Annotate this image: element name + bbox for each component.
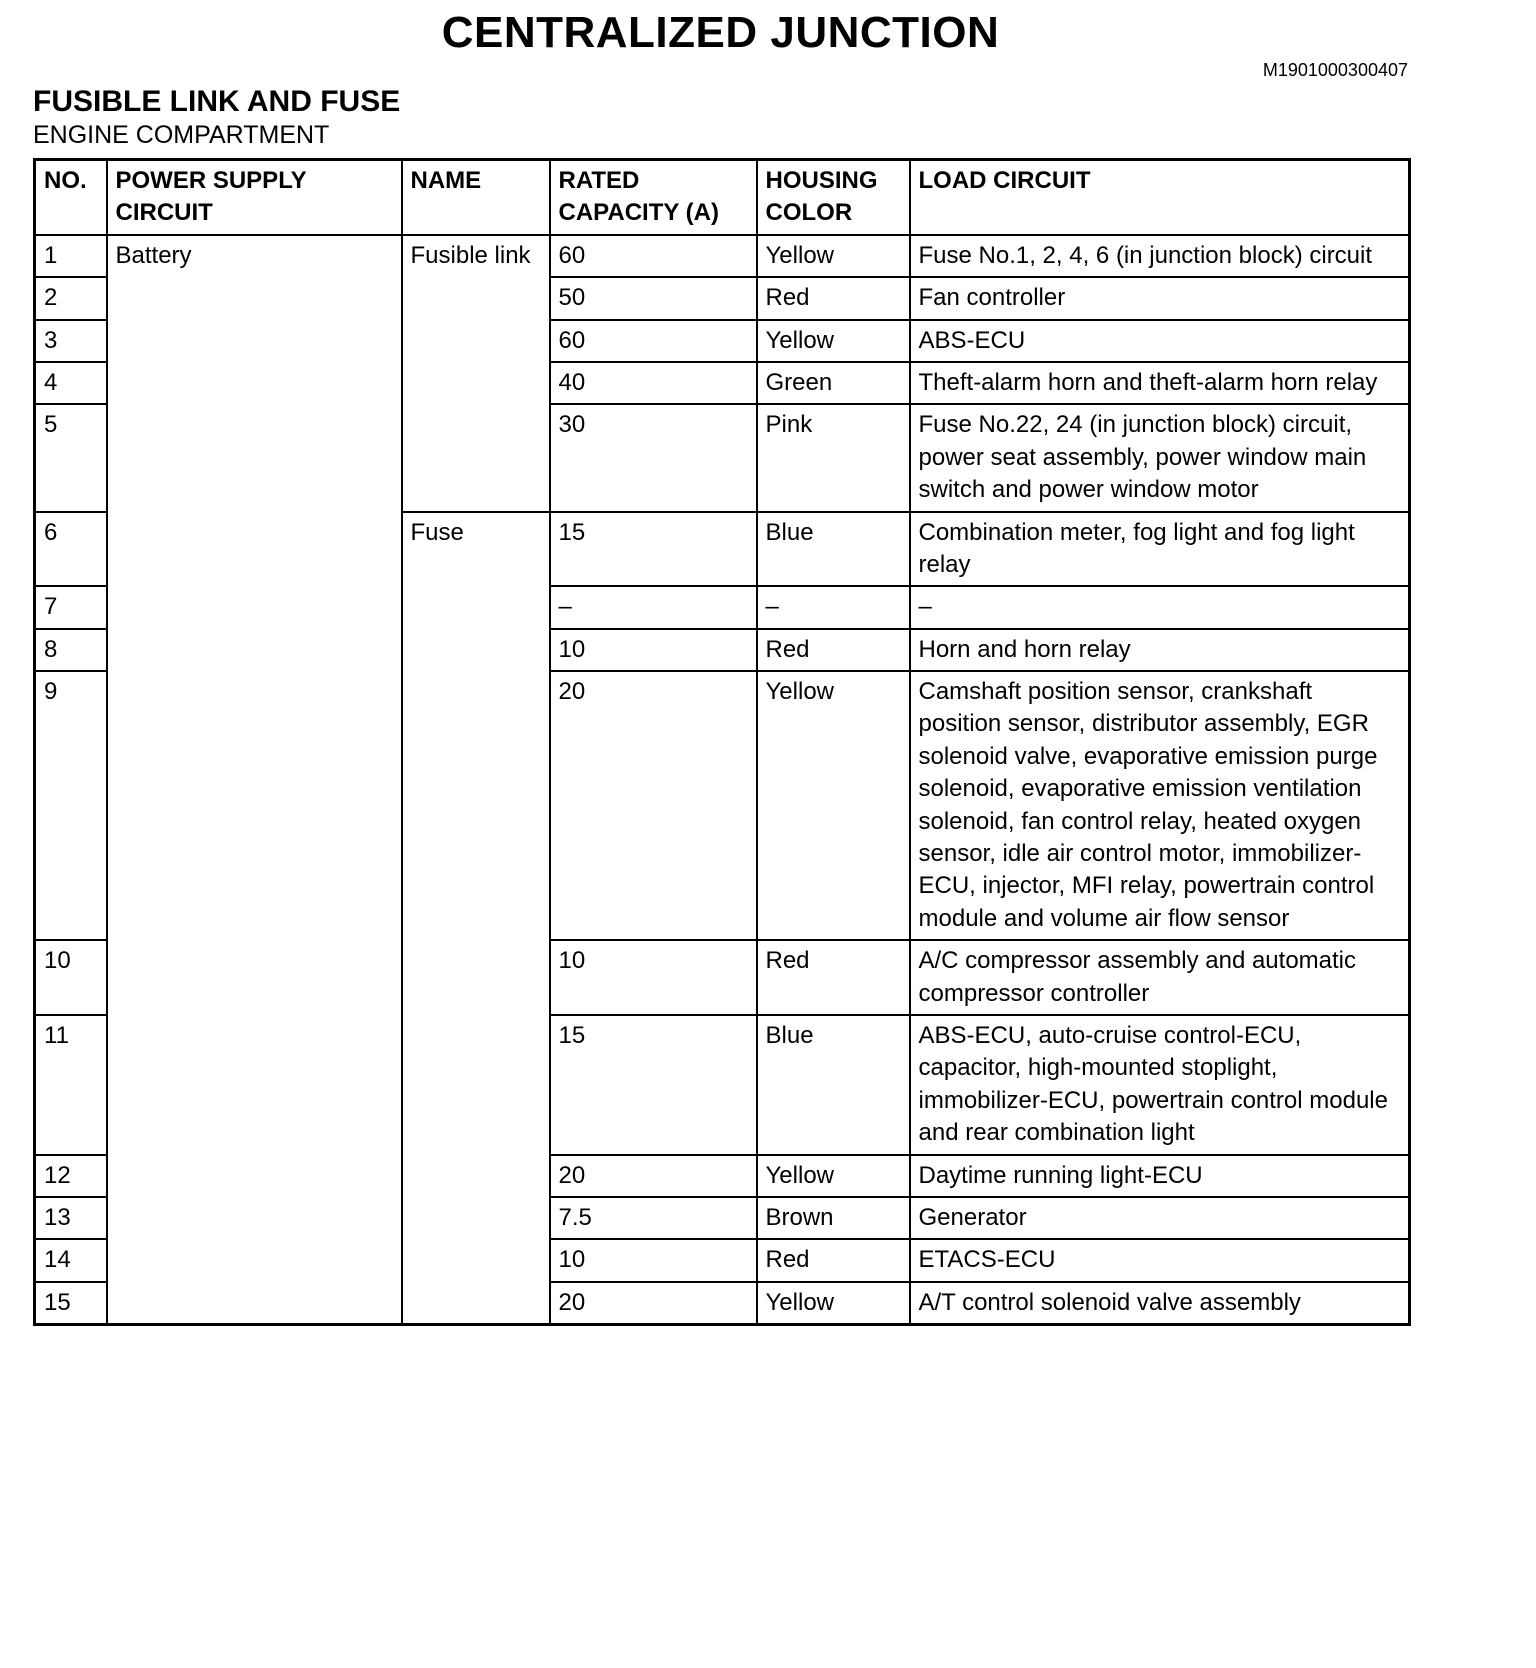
table-header-row [35, 160, 1410, 235]
cell-load-circuit: – [910, 586, 1410, 628]
cell-housing-color: Red [757, 629, 910, 671]
cell-no: 12 [35, 1155, 107, 1197]
cell-rated-capacity: 10 [550, 1239, 757, 1281]
cell-rated-capacity: 15 [550, 512, 757, 587]
cell-load-circuit: Theft-alarm horn and theft-alarm horn relay [910, 362, 1410, 404]
cell-load-circuit: Generator [910, 1197, 1410, 1239]
cell-no: 9 [35, 671, 107, 940]
cell-load-circuit: Camshaft position sensor, crankshaft position sensor, distributor assembly, EGR solenoid valve, evaporative emission purge solenoid, evaporative emission ventilation solenoid, fan control relay, heated oxygen sensor, idle air control motor, immobilizer-ECU, injector, MFI relay, powertrain control module and volume air flow sensor [910, 671, 1410, 940]
cell-housing-color: Blue [757, 1015, 910, 1155]
section-heading: FUSIBLE LINK AND FUSE [33, 85, 401, 118]
header-power-supply: POWER SUPPLY CIRCUIT [107, 160, 402, 235]
document-number: M1901000300407 [1262, 60, 1408, 80]
cell-no: 7 [35, 586, 107, 628]
cell-load-circuit: Horn and horn relay [910, 629, 1410, 671]
cell-no: 15 [35, 1282, 107, 1325]
cell-housing-color: Yellow [757, 320, 910, 362]
cell-housing-color: – [757, 586, 910, 628]
cell-no: 3 [35, 320, 107, 362]
cell-rated-capacity: 50 [550, 277, 757, 319]
page-title: CENTRALIZED JUNCTION [441, 8, 1000, 57]
cell-rated-capacity: – [550, 586, 757, 628]
cell-load-circuit: A/C compressor assembly and automatic compressor controller [910, 940, 1410, 1015]
header-housing-color: HOUSING COLOR [757, 160, 910, 235]
cell-housing-color: Red [757, 277, 910, 319]
cell-no: 4 [35, 362, 107, 404]
cell-housing-color: Green [757, 362, 910, 404]
header-load-circuit: LOAD CIRCUIT [910, 160, 1410, 235]
cell-housing-color: Yellow [757, 671, 910, 940]
cell-rated-capacity: 15 [550, 1015, 757, 1155]
cell-load-circuit: ABS-ECU, auto-cruise control-ECU, capacitor, high-mounted stoplight, immobilizer-ECU, powertrain control module and rear combination light [910, 1015, 1410, 1155]
cell-load-circuit: A/T control solenoid valve assembly [910, 1282, 1410, 1325]
cell-name: Fusible link [402, 235, 550, 512]
table-row [35, 235, 1410, 277]
cell-no: 2 [35, 277, 107, 319]
cell-housing-color: Red [757, 940, 910, 1015]
cell-housing-color: Red [757, 1239, 910, 1281]
cell-load-circuit: Combination meter, fog light and fog light relay [910, 512, 1410, 587]
cell-no: 8 [35, 629, 107, 671]
cell-no: 13 [35, 1197, 107, 1239]
cell-load-circuit: Fan controller [910, 277, 1410, 319]
cell-load-circuit: Fuse No.22, 24 (in junction block) circuit, power seat assembly, power window main switch and power window motor [910, 404, 1410, 511]
cell-no: 10 [35, 940, 107, 1015]
cell-rated-capacity: 7.5 [550, 1197, 757, 1239]
cell-name: Fuse [402, 512, 550, 1325]
cell-rated-capacity: 20 [550, 671, 757, 940]
cell-housing-color: Yellow [757, 235, 910, 277]
cell-load-circuit: ABS-ECU [910, 320, 1410, 362]
cell-rated-capacity: 10 [550, 629, 757, 671]
cell-rated-capacity: 20 [550, 1282, 757, 1325]
cell-housing-color: Blue [757, 512, 910, 587]
cell-no: 11 [35, 1015, 107, 1155]
cell-load-circuit: Fuse No.1, 2, 4, 6 (in junction block) circuit [910, 235, 1410, 277]
cell-no: 6 [35, 512, 107, 587]
header-no: NO. [35, 160, 107, 235]
document-page [33, 8, 1408, 1326]
cell-load-circuit: Daytime running light-ECU [910, 1155, 1410, 1197]
header-name: NAME [402, 160, 550, 235]
subsection-heading: ENGINE COMPARTMENT [33, 121, 330, 149]
cell-rated-capacity: 10 [550, 940, 757, 1015]
cell-no: 14 [35, 1239, 107, 1281]
cell-housing-color: Brown [757, 1197, 910, 1239]
cell-load-circuit: ETACS-ECU [910, 1239, 1410, 1281]
fuse-table [33, 158, 1411, 1326]
cell-rated-capacity: 40 [550, 362, 757, 404]
cell-rated-capacity: 20 [550, 1155, 757, 1197]
cell-no: 1 [35, 235, 107, 277]
cell-housing-color: Pink [757, 404, 910, 511]
cell-rated-capacity: 60 [550, 320, 757, 362]
fuse-table-body [35, 235, 1410, 1325]
cell-rated-capacity: 30 [550, 404, 757, 511]
header-rated-capacity: RATED CAPACITY (A) [550, 160, 757, 235]
cell-no: 5 [35, 404, 107, 511]
cell-rated-capacity: 60 [550, 235, 757, 277]
cell-housing-color: Yellow [757, 1282, 910, 1325]
cell-housing-color: Yellow [757, 1155, 910, 1197]
cell-power-supply-circuit: Battery [107, 235, 402, 1325]
